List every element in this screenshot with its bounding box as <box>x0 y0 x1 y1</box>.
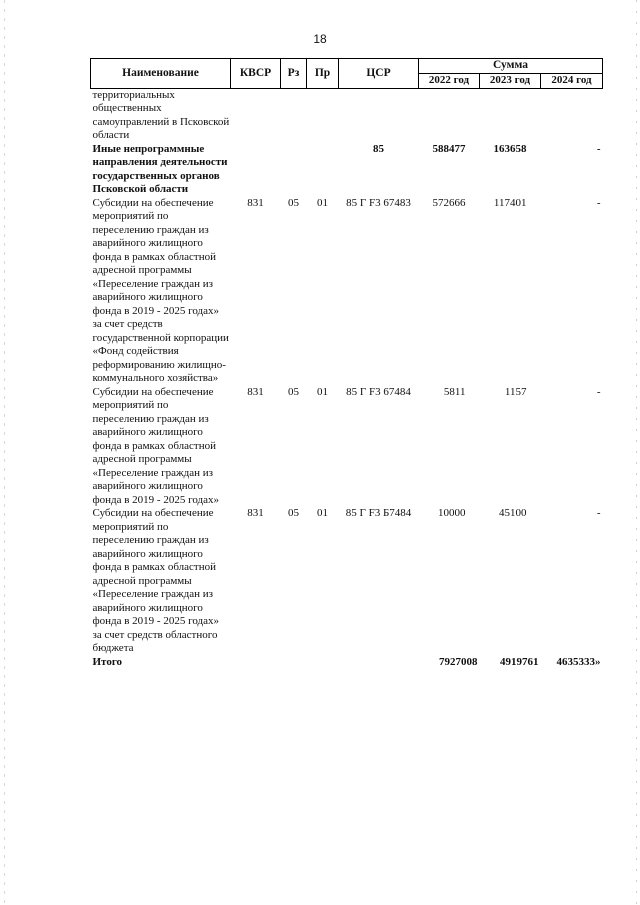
row-name: Иные непрограммные направления деятельности государственных органов Псковской области <box>92 142 228 195</box>
row-csr: 85 Г F3 67483 <box>346 196 411 209</box>
row-sum-2022: 5811 <box>443 385 466 398</box>
header-pr: Пр <box>307 59 339 89</box>
row-name: территориальных общественных самоуправлений в Псковской области <box>92 88 230 141</box>
page-number: 18 <box>313 32 327 46</box>
row-sum-2023 <box>480 88 541 143</box>
budget-table <box>90 58 603 669</box>
header-sum: Сумма <box>419 59 603 74</box>
header-name: Наименование <box>91 59 231 89</box>
table-row <box>91 507 603 656</box>
row-sum-2023: 163658 <box>493 142 527 155</box>
row-sum-2024: - <box>596 196 601 209</box>
scan-edge-right <box>636 0 637 905</box>
row-csr: 85 Г F3 Б7484 <box>345 507 412 519</box>
table-header <box>91 59 603 89</box>
row-name: Субсидии на обеспечение мероприятий по переселению граждан из аварийного жилищного фонда в рамках областной адресной программы «Переселение граждан из аварийного жилищного фонда в 2019 - 2025 годах» <box>92 385 219 506</box>
row-sum-2022: 572666 <box>432 196 466 209</box>
row-pr: 01 <box>317 507 328 519</box>
table-row <box>91 143 603 197</box>
row-pr: 01 <box>317 385 328 398</box>
row-sum-2022: 588477 <box>432 142 466 155</box>
row-pr <box>307 143 339 197</box>
row-sum-2024: - <box>596 385 601 398</box>
row-sum-2024: - <box>596 507 601 519</box>
table-row <box>91 386 603 508</box>
row-kvsr: 831 <box>247 507 264 519</box>
header-rz: Рз <box>281 59 307 89</box>
row-sum-2022: 10000 <box>438 507 466 519</box>
row-name: Субсидии на обеспечение мероприятий по переселению граждан из аварийного жилищного фонда в рамках областной адресной программы «Переселение граждан из аварийного жилищного фонда в 2019 - 2025 годах» за счет средств областного бюджета <box>92 507 219 654</box>
row-rz: 05 <box>288 196 299 209</box>
total-sum-2024: 4635333» <box>556 655 601 668</box>
header-year-2023: 2023 год <box>480 73 541 88</box>
table-row <box>91 197 603 386</box>
row-rz <box>281 143 307 197</box>
total-sum-2022: 7927008 <box>439 655 478 668</box>
table-row <box>91 88 603 143</box>
row-sum-2023: 45100 <box>499 507 527 519</box>
scan-edge-left <box>4 0 5 905</box>
row-sum-2024 <box>541 88 603 143</box>
table-body <box>91 88 603 669</box>
row-sum-2023: 117401 <box>493 196 527 209</box>
total-label: Итого <box>92 655 123 668</box>
row-rz: 05 <box>288 385 299 398</box>
row-pr <box>307 88 339 143</box>
row-rz <box>281 88 307 143</box>
row-pr: 01 <box>317 196 328 209</box>
row-csr: 85 <box>373 142 384 155</box>
header-year-2024: 2024 год <box>541 73 603 88</box>
row-csr: 85 Г F3 67484 <box>346 385 411 398</box>
total-sum-2023: 4919761 <box>500 655 539 668</box>
row-kvsr <box>231 88 281 143</box>
row-rz: 05 <box>288 507 299 519</box>
row-name: Субсидии на обеспечение мероприятий по переселению граждан из аварийного жилищного фонда в рамках областной адресной программы «Переселение граждан из аварийного жилищного фонда в 2019 - 2025 годах» за счет средств государственной корпорации «Фонд содействия реформированию жилищно-коммунального хозяйства» <box>92 196 229 384</box>
header-year-2022: 2022 год <box>419 73 480 88</box>
row-kvsr <box>231 143 281 197</box>
row-sum-2024: - <box>596 142 601 155</box>
row-kvsr: 831 <box>247 196 264 209</box>
total-row <box>91 656 603 670</box>
header-kvsr: КВСР <box>231 59 281 89</box>
row-sum-2022 <box>419 88 480 143</box>
row-sum-2023: 1157 <box>504 385 527 398</box>
header-csr: ЦСР <box>339 59 419 89</box>
row-kvsr: 831 <box>247 385 264 398</box>
row-csr <box>339 88 419 143</box>
